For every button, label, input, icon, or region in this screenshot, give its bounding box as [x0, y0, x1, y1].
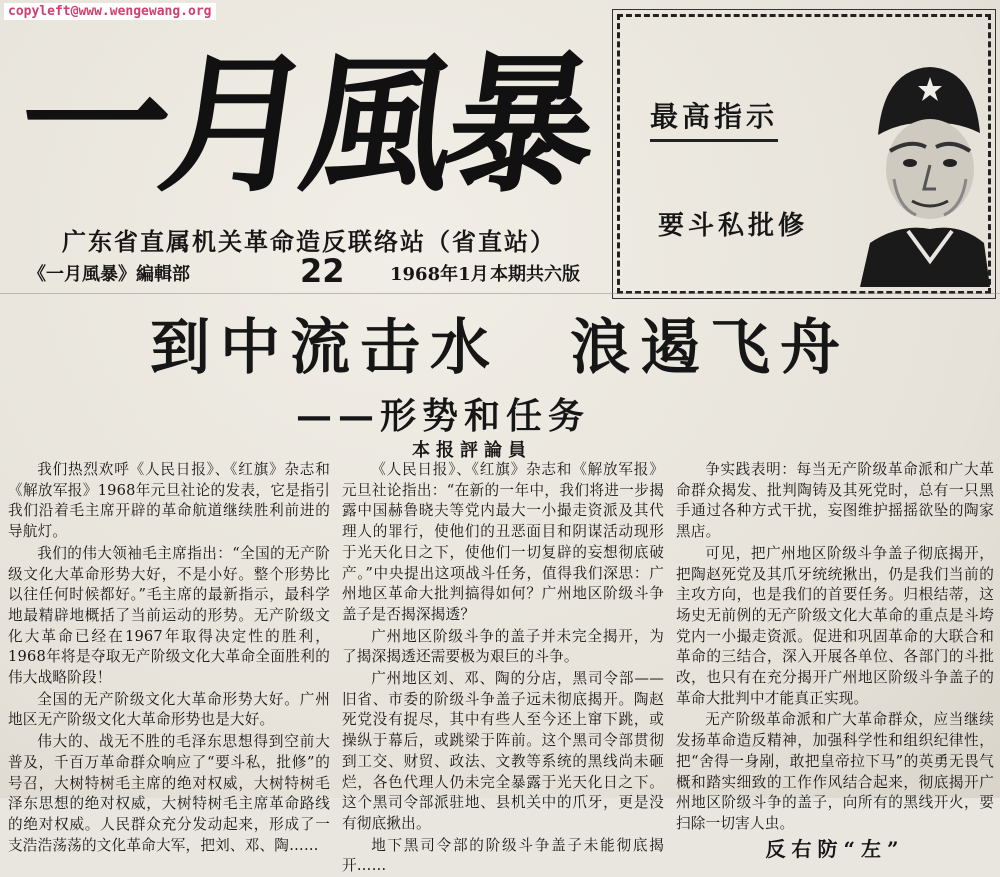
article-headline: 到中流击水 浪遏飞舟: [150, 313, 850, 383]
section-heading: 反右防“左”: [765, 836, 905, 861]
issue-info-line: [28, 252, 628, 290]
editorial-office: 《一月風暴》編輯部: [28, 264, 190, 285]
article-column-3: [676, 460, 994, 861]
issue-pages: 本期共六版: [490, 264, 580, 285]
paragraph: 地下黑司令部的阶级斗争盖子未能彻底揭开……: [342, 836, 664, 875]
article-byline: 本报評論員: [412, 440, 532, 461]
issue-date: 1968年1月: [390, 264, 489, 285]
quote-title: 最高指示: [650, 95, 778, 142]
organization-name: 广东省直属机关革命造反联络站（省直站）: [62, 227, 556, 256]
paragraph: 广州地区刘、邓、陶的分店，黑司令部——旧省、市委的阶级斗争盖子远未彻底揭开。陶赵死党没有捉尽，其中有些人至今还上窜下跳，或操纵于幕后，或跳梁于阵前。这个黑司令部贯彻到工交、财贸、政法、文教等系统的黑线尚未砸烂，各色代理人仍未完全暴露于光天化日之下。这个黑司令部派驻地、县机关中的爪牙，更是没有彻底揪出。: [342, 670, 664, 832]
watermark-text: copyleft@www.wengewang.org: [4, 3, 216, 20]
paragraph: 争实践表明：每当无产阶级革命派和广大革命群众揭发、批判陶铸及其死党时，总有一只黑手通过各种方式干扰，妄图维护摇摇欲坠的陶家黑店。: [676, 461, 994, 541]
article-column-1: [8, 460, 330, 854]
header-divider: [0, 293, 1000, 294]
masthead-title: 一月風暴: [7, 37, 601, 213]
paragraph: 我们的伟大领袖毛主席指出：“全国的无产阶级文化大革命形势大好，不是小好。整个形势比以往任何时候都好。”毛主席的最新指示，最科学地最精辟地概括了当前运动的形势。无产阶级文化大革命已经在1967年取得决定性的胜利，1968年将是夺取无产阶级文化大革命全面胜利的伟大战略阶段！: [8, 544, 330, 687]
quote-text: 要斗私批修: [658, 211, 809, 241]
article-column-2: [342, 460, 664, 875]
paragraph: 可见，把广州地区阶级斗争盖子彻底揭开，把陶赵死党及其爪牙统统揪出，仍是我们当前的主攻方向，也是我们的首要任务。归根结蒂，这场史无前例的无产阶级文化大革命的重点是斗垮党内一小撮走资派。促进和巩固革命的大联合和革命的三结合，深入开展各单位、各部门的斗批改，也只有在充分揭开广州地区阶级斗争盖子的革命大批判中才能真正实现。: [676, 544, 994, 707]
paragraph: 无产阶级革命派和广大革命群众，应当继续发扬革命造反精神，加强科学性和组织纪律性，把“舍得一身剐，敢把皇帝拉下马”的英勇无畏气概和踏实细致的工作作风结合起来，彻底揭开广州地区阶级斗争的盖子，向所有的黑线开火，要扫除一切害人虫。: [676, 711, 994, 832]
issue-number: 22: [300, 252, 345, 290]
paragraph: 伟大的、战无不胜的毛泽东思想得到空前大普及，千百万革命群众响应了“要斗私，批修”的号召，大树特树毛主席的绝对权威，大树特树毛泽东思想的绝对权威，大树特树毛主席革命路线的绝对权威。人民群众充分发动起来，形成了一支浩浩荡荡的文化革命大军，把刘、邓、陶……: [8, 733, 330, 854]
paragraph: 《人民日报》、《红旗》杂志和《解放军报》元旦社论指出：“在新的一年中，我们将进一步揭露中国赫鲁晓夫等党内最大一小撮走资派及其代理人的罪行，使他们的丑恶面目和阴谋活动现形于光天化日之下，使他们一切复辟的妄想彻底破产。”中央提出这项战斗任务，值得我们深思：广州地区革命大批判搞得如何？广州地区阶级斗争盖子是否揭深揭透？: [342, 461, 664, 623]
article-subheadline: ——形势和任务: [296, 395, 591, 437]
paragraph: 我们热烈欢呼《人民日报》、《红旗》杂志和《解放军报》1968年元旦社论的发表，它是指引我们沿着毛主席开辟的革命航道继续胜利前进的导航灯。: [8, 461, 330, 541]
paragraph: 广州地区阶级斗争的盖子并未完全揭开，为了揭深揭透还需要极为艰巨的斗争。: [342, 627, 664, 666]
portrait-illustration: [860, 47, 990, 287]
paragraph: 全国的无产阶级文化大革命形势大好。广州地区无产阶级文化大革命形势也是大好。: [8, 690, 330, 729]
quote-box: [617, 14, 991, 294]
